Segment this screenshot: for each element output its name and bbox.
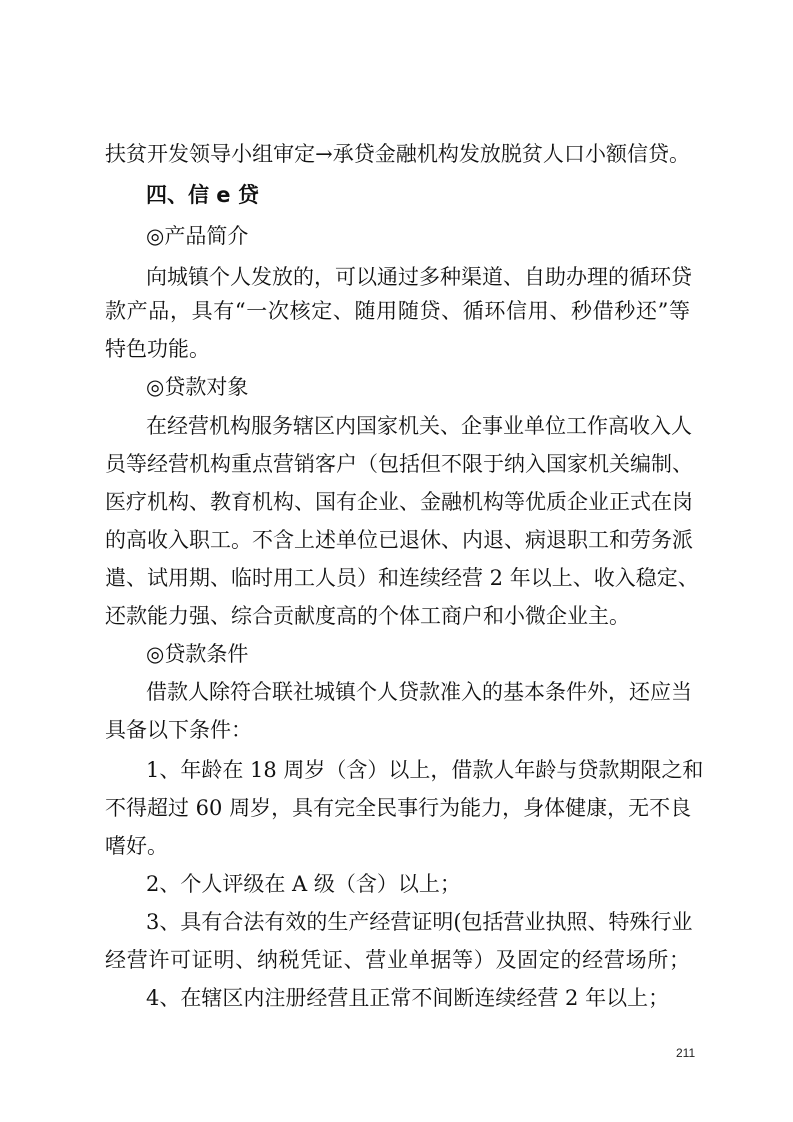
text-line: 3、具有合法有效的生产经营证明(包括营业执照、特殊行业 bbox=[146, 910, 693, 934]
text-line: 员等经营机构重点营销客户（包括但不限于纳入国家机关编制、 bbox=[105, 452, 693, 476]
text-line: 1、年龄在 18 周岁（含）以上，借款人年龄与贷款期限之和 bbox=[146, 758, 704, 782]
text-line: 4、在辖区内注册经营且正常不间断连续经营 2 年以上； bbox=[146, 986, 670, 1010]
text-line: 还款能力强、综合贡献度高的个体工商户和小微企业主。 bbox=[105, 604, 630, 628]
text-line: 扶贫开发领导小组审定→承贷金融机构发放脱贫人口小额信贷。 bbox=[105, 142, 690, 166]
text-line: 2、个人评级在 A 级（含）以上； bbox=[146, 872, 461, 896]
text-line: 向城镇个人发放的，可以通过多种渠道、自助办理的循环贷 bbox=[146, 265, 692, 289]
subheading-loan-target: ◎贷款对象 bbox=[146, 375, 249, 399]
text-line: 医疗机构、教育机构、国有企业、金融机构等优质企业正式在岗 bbox=[105, 490, 693, 514]
text-line: 在经营机构服务辖区内国家机关、企事业单位工作高收入人 bbox=[146, 414, 692, 438]
text-line: 遣、试用期、临时用工人员）和连续经营 2 年以上、收入稳定、 bbox=[105, 566, 699, 590]
subheading-loan-conditions: ◎贷款条件 bbox=[146, 642, 249, 666]
section-heading: 四、信 e 贷 bbox=[146, 183, 259, 207]
text-line: 特色功能。 bbox=[105, 337, 210, 361]
text-line: 不得超过 60 周岁，具有完全民事行为能力，身体健康，无不良 bbox=[105, 796, 692, 820]
text-line: 具备以下条件： bbox=[105, 718, 252, 742]
text-line: 经营许可证明、纳税凭证、营业单据等）及固定的经营场所； bbox=[105, 948, 690, 972]
text-line: 的高收入职工。不含上述单位已退休、内退、病退职工和劳务派 bbox=[105, 528, 693, 552]
text-line: 嗜好。 bbox=[105, 834, 168, 858]
subheading-product-intro: ◎产品简介 bbox=[146, 224, 249, 248]
text-line: 款产品，具有“一次核定、随用随贷、循环信用、秒借秒还”等 bbox=[105, 299, 690, 323]
text-line: 借款人除符合联社城镇个人贷款准入的基本条件外，还应当 bbox=[146, 680, 692, 704]
page-number: 211 bbox=[676, 1046, 696, 1060]
